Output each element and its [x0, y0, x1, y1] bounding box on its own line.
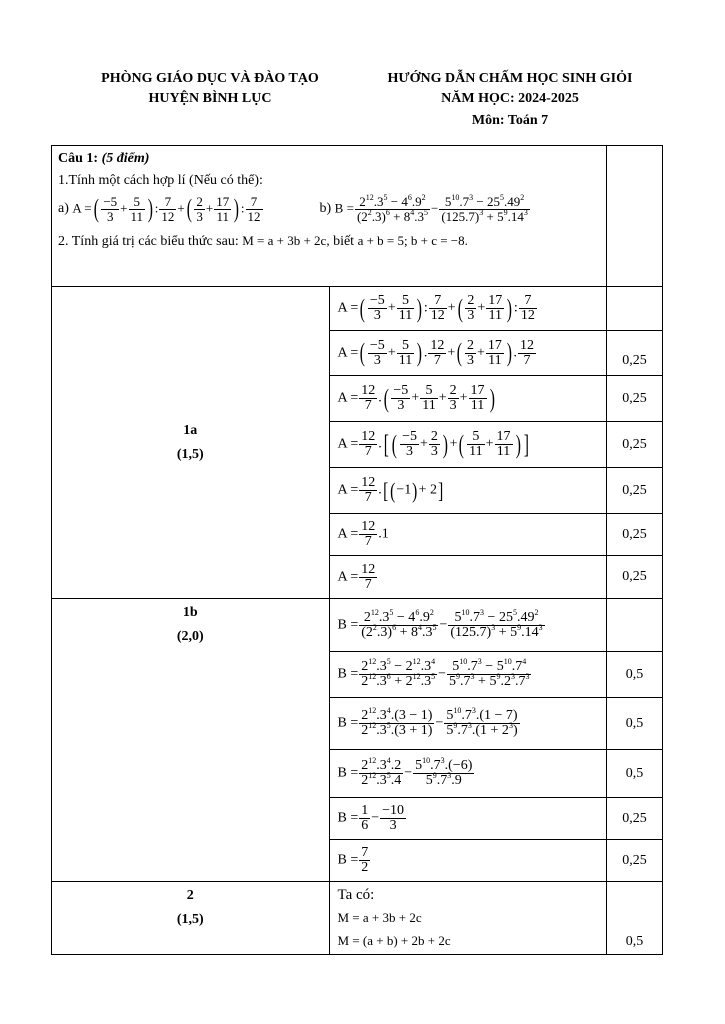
score: 0,5: [607, 750, 663, 798]
question-part2: [58, 230, 600, 253]
step-2: [329, 882, 607, 955]
section-2-label: 2: [186, 888, 194, 903]
solution-row: [52, 287, 663, 331]
score: 0,25: [607, 422, 663, 468]
step-1b-4: B = $\frac{2^{12}.3^4.2}{2^{12}.3^5.4}$ − $\frac{5^{10}.7^3.(-6)}{5^9.7^3.9}$: [329, 750, 607, 798]
step-1a-2: A =( $\frac{-5}{3}$ + $\frac{5}{11}$ ) . $\frac{12}{7}$ +( $\frac{2}{3}$ + $\frac{17}{11}$ ) . $\frac{12}{7}$: [329, 331, 607, 376]
step-1a-6: A = $\frac{12}{7}$ .1: [329, 514, 607, 556]
step-1b-2: B = $\frac{2^{12}.3^5 - 2^{12}.3^4}{2^{12}.3^6 + 2^{12}.3^5}$ − $\frac{5^{10}.7^3 - 5^{10}.7^4}{5^9.7^3 + 5^9.2^3.7^3}$: [329, 652, 607, 698]
score: 0,25: [607, 556, 663, 599]
step-1b-6: B = $\frac{7}{2}$: [329, 840, 607, 882]
part2-given: a + b = 5; b + c = −8.: [357, 233, 468, 248]
score-cell-empty: [607, 146, 663, 287]
score: 0,25: [607, 468, 663, 514]
section-2-points: (1,5): [176, 912, 204, 927]
step-1a-7: A = $\frac{12}{7}$: [329, 556, 607, 599]
score: 0,25: [607, 376, 663, 422]
section-1b: [52, 599, 330, 882]
score: 0,25: [607, 840, 663, 882]
issuer-line-1: PHÒNG GIÁO DỤC VÀ ĐÀO TẠO: [101, 71, 319, 86]
score: 0,25: [607, 798, 663, 840]
section-1b-label: 1b: [182, 605, 198, 620]
expr-a: A =( $\frac{-5}{3}$ + $\frac{5}{11}$ ) : $\frac{7}{12}$ +( $\frac{2}{3}$ + $\frac{17}{11}$ ) : $\frac{7}{12}$: [72, 193, 261, 224]
solution-row: [52, 882, 663, 955]
part2-line-2: M = (a + b) + 2b + 2c: [337, 933, 451, 948]
question-row: [52, 146, 663, 287]
step-1a-4: A = $\frac{12}{7}$ .[ ( $\frac{-5}{3}$ + $\frac{2}{3}$ ) +( $\frac{5}{11}$ + $\frac{17}{11}$ ) ]: [329, 422, 607, 468]
score-cell-empty: [607, 287, 663, 331]
step-1a-1: A =( $\frac{-5}{3}$ + $\frac{5}{11}$ ) : $\frac{7}{12}$ +( $\frac{2}{3}$ + $\frac{17}{11}$ ) : $\frac{7}{12}$: [329, 287, 607, 331]
part1a-label: a): [58, 201, 69, 216]
step-1b-3: B = $\frac{2^{12}.3^4.(3 - 1)}{2^{12}.3^5.(3 + 1)}$ − $\frac{5^{10}.7^3.(1 - 7)}{5^9.7^3.(1 + 2^3)}$: [329, 698, 607, 750]
step-1b-1: B = $\frac{2^{12}.3^5 - 4^6.9^2}{(2^2.3)^6 + 8^4.3^5}$ − $\frac{5^{10}.7^3 - 25^5.49^2}{(125.7)^3 + 5^9.14^3}$: [329, 599, 607, 652]
score: 0,25: [607, 514, 663, 556]
score-cell-empty: [607, 599, 663, 652]
document-title: HƯỚNG DẪN CHẤM HỌC SINH GIỎI: [387, 71, 633, 86]
expr-b: B = $\frac{2^{12}.3^5 - 4^6.9^2}{(2^2.3)^6 + 8^4.3^5}$ − $\frac{5^{10}.7^3 - 25^5.49^2}{(125.7)^3 + 5^9.14^3}$: [334, 192, 528, 224]
part2-expr: M = a + 3b + 2c,: [242, 233, 330, 248]
step-1b-5: B = $\frac{1}{6}$ − $\frac{-10}{3}$: [329, 798, 607, 840]
part2-text: 2. Tính giá trị các biểu thức sau:: [58, 234, 239, 249]
part2-given-word: biết: [333, 234, 355, 249]
issuer-line-2: HUYỆN BÌNH LỤC: [148, 91, 272, 106]
question-cell: [52, 146, 607, 287]
subject: Môn: Toán 7: [471, 113, 549, 128]
step-1a-5: A = $\frac{12}{7}$ .[(−1)+ 2]: [329, 468, 607, 514]
question-points: (5 điểm): [101, 151, 150, 166]
section-1a-label: 1a: [183, 422, 198, 438]
question-part1-exprs: [58, 192, 600, 226]
grading-table: [51, 145, 663, 955]
issuer-header: [80, 69, 340, 109]
solution-row: [52, 599, 663, 652]
step-1a-3: A = $\frac{12}{7}$ .( $\frac{-5}{3}$ + $\frac{5}{11}$ + $\frac{2}{3}$ + $\frac{17}{11}$ ): [329, 376, 607, 422]
score: 0,5: [607, 882, 663, 955]
score: 0,5: [607, 698, 663, 750]
document-header: [370, 69, 650, 131]
score: 0,5: [607, 652, 663, 698]
section-1a-points: (1,5): [176, 446, 204, 462]
question-title: Câu 1:: [58, 151, 99, 166]
section-2: [52, 882, 330, 955]
section-1b-points: (2,0): [176, 629, 204, 644]
part2-line-1: M = a + 3b + 2c: [337, 910, 422, 925]
part1b-label: b): [319, 201, 332, 216]
part2-intro: Ta có:: [337, 887, 375, 903]
question-part1: 1.Tính một cách hợp lí (Nếu có thể):: [58, 173, 263, 188]
school-year: NĂM HỌC: 2024-2025: [441, 91, 579, 106]
score: 0,25: [607, 331, 663, 376]
section-1a: [52, 287, 330, 599]
